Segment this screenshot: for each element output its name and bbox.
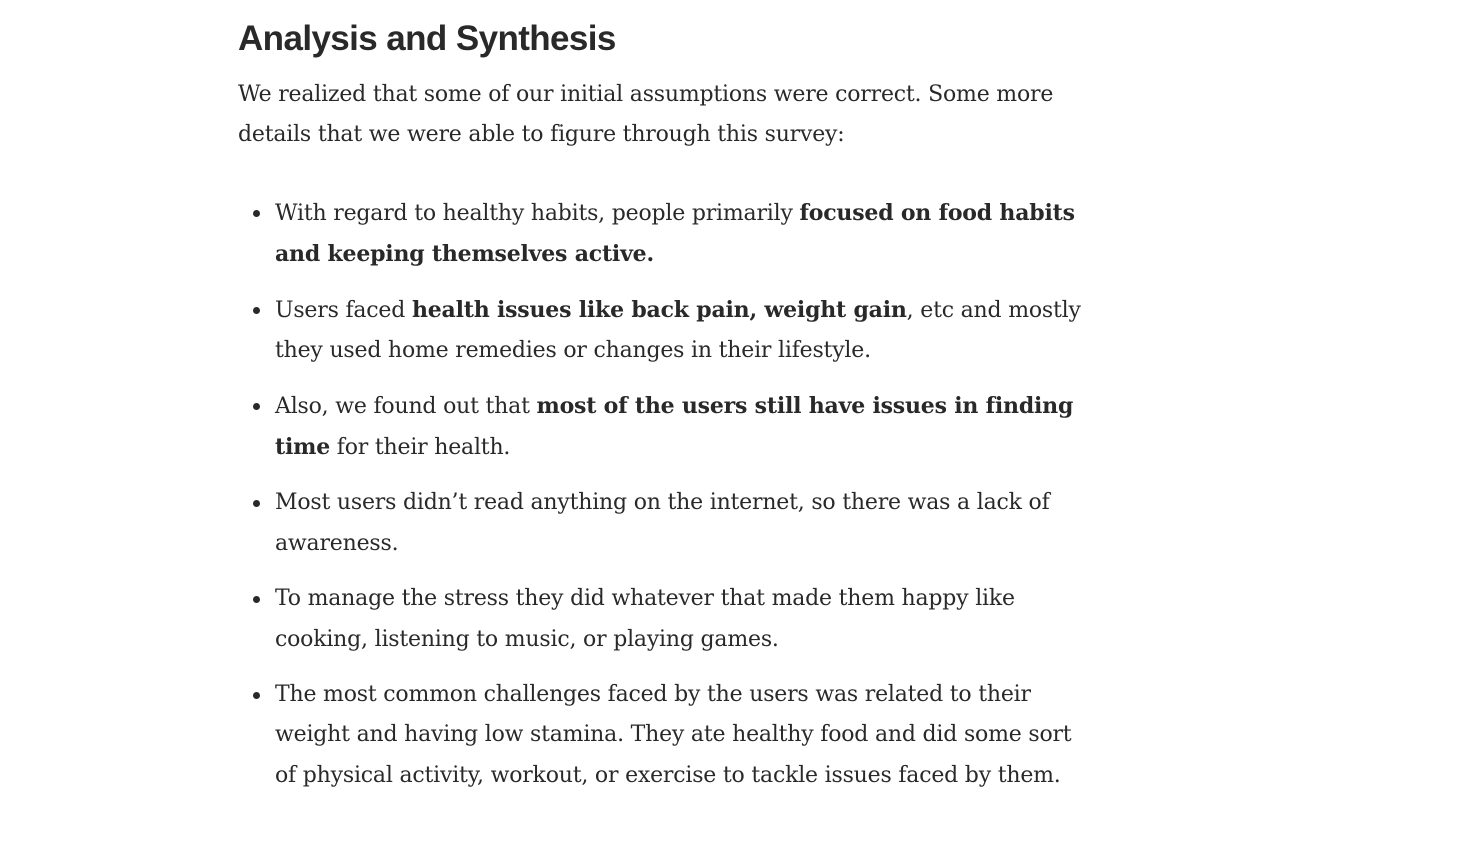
list-item — [238, 579, 1098, 660]
article-body — [238, 0, 1098, 811]
list-item-text: To manage the stress they did whatever that made them happy like cooking, listening to music, or playing games. — [275, 586, 1015, 652]
list-item-bold-text: focused on food habits and keeping themselves active. — [275, 200, 1075, 267]
list-item-text: With regard to healthy habits, people primarily — [275, 201, 800, 226]
list-item-text: , etc and mostly they used home remedies or changes in their lifestyle. — [275, 298, 1081, 363]
list-item — [238, 386, 1098, 468]
bullet-icon — [253, 403, 260, 410]
list-item-text: The most common challenges faced by the users was related to their weight and having low stamina. They ate healthy food and did some sort of physical activity, workout, or exercise to tackle issues faced by them. — [275, 682, 1072, 788]
bullet-icon — [253, 692, 260, 699]
list-item — [238, 193, 1098, 275]
bullet-icon — [253, 210, 260, 217]
bullet-icon — [253, 307, 260, 314]
findings-list — [238, 193, 1098, 796]
bullet-icon — [253, 500, 260, 507]
intro-paragraph: We realized that some of our initial assumptions were correct. Some more details that we were able to figure through this survey: — [238, 82, 1054, 147]
list-item-bold-text: most of the users still have issues in finding time — [275, 393, 1074, 460]
section-heading: Analysis and Synthesis — [238, 19, 616, 58]
list-item-bold-text: health issues like back pain, weight gain — [411, 297, 907, 323]
list-item-text: Most users didn’t read anything on the internet, so there was a lack of awareness. — [275, 490, 1050, 556]
bullet-icon — [253, 596, 260, 603]
list-item-text: Also, we found out that — [275, 394, 537, 419]
list-item-text: Users faced — [275, 298, 412, 323]
list-item — [238, 675, 1098, 796]
list-item — [238, 483, 1098, 564]
list-item — [238, 290, 1098, 371]
list-item-text: for their health. — [330, 435, 511, 460]
